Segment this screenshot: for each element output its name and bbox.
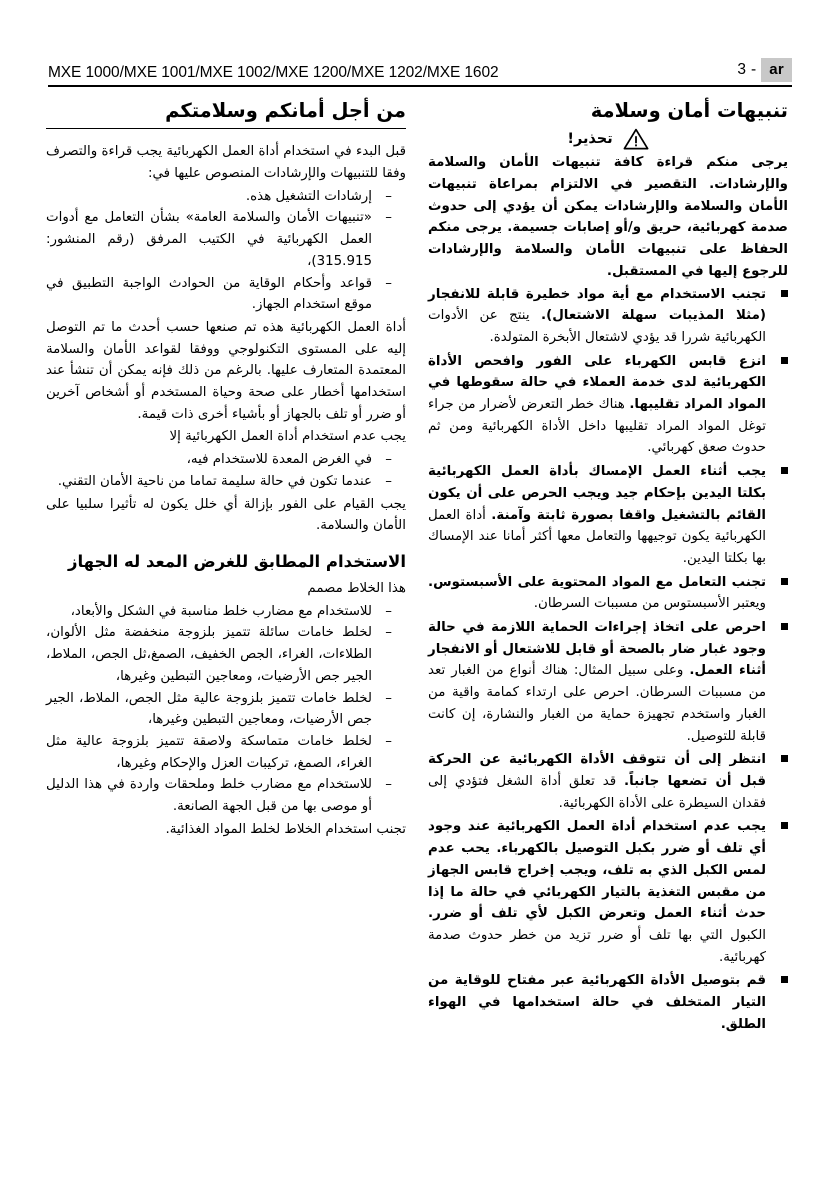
warning-label: تحذير!	[567, 131, 613, 148]
left-column	[428, 98, 788, 1037]
bullet-bold-lead: تجنب الاستخدام مع أية مواد خطيرة قابلة للانفجار (مثلا المذيبات سهلة الاشتعال).	[428, 286, 766, 324]
list-item	[46, 449, 392, 471]
list-item	[46, 601, 392, 623]
bullet-rest-text: هناك خطر التعرض لأضرار من جراء توغل المواد المراد تقليبها داخل الأداة الكهربائية ومن ثم حدوث صعق كهربائي.	[428, 397, 766, 456]
list-item	[428, 617, 788, 747]
square-bullet-icon	[781, 467, 788, 474]
right-use-only-lead: يجب عدم استخدام أداة العمل الكهربائية إلا	[169, 429, 406, 445]
right-intro-list	[46, 186, 406, 316]
list-item-text: «تنبيهات الأمان والسلامة العامة» بشأن التعامل مع أدوات العمل الكهربائية في الكتيب المرفق (رقم المنشور: 315.915)،	[46, 210, 372, 269]
list-item	[428, 572, 788, 615]
square-bullet-icon	[781, 623, 788, 630]
bullet-rest-text: أداة العمل الكهربائية يكون توجيهها والتعامل معها أكثر أمانا عند الإمساك بها بكلتا اليدين.	[428, 507, 766, 566]
body-columns	[46, 98, 794, 1037]
bullet-rest-text: وعلى سبيل المثال: هناك أنواع من الغبار تعد من مسببات السرطان. احرص على ارتداء كمامة واقية من الغبار واستخدم تجهيزة حماية من الغبار والنشارة، إن كانت قابلة للتوصيل.	[428, 663, 766, 744]
intended-use-list	[46, 601, 406, 818]
bullet-bold-lead: احرص على اتخاذ إجراءات الحماية اللازمة في حالة وجود غبار ضار بالصحة أو قابل للاشتعال أو الانفجار أثناء العمل.	[428, 620, 767, 679]
list-item	[46, 471, 392, 493]
square-bullet-icon	[781, 755, 788, 762]
right-state-of-art-paragraph: أداة العمل الكهربائية هذه تم صنعها حسب أحدث ما تم التوصل إليه على المستوى التكنولوجي ووفقا لقواعد الأمان والسلامة المعتمدة المتعارف عليها. بالرغم من ذلك فإنه يمكن أن تنشأ عند استخدامها أخطار على صحة وحياة المستخدم أو أشخاص آخرين أو ضرر أو تلف بالجهاز أو بأشياء أخرى ذات قيمة.	[46, 319, 406, 422]
bullet-bold-lead: تجنب التعامل مع المواد المحتوية على الأسبستوس.	[428, 574, 766, 590]
list-item	[428, 749, 788, 814]
dash-icon: –	[385, 473, 392, 489]
list-item-text: قواعد وأحكام الوقاية من الحوادث الواجبة التطبيق في موقع استخدام الجهاز.	[46, 275, 372, 313]
list-item-text: لخلط خامات سائلة تتميز بلزوجة منخفضة مثل الألوان، الطلاءات، الغراء، الجص الخفيف، الصمغ،ثل الجص، الملاط، الجير جص الأرضيات، ومعاجين التبطين وغيرها،	[46, 625, 372, 684]
intended-use-lead: هذا الخلاط مصمم	[307, 581, 406, 597]
list-item	[428, 284, 788, 349]
header-right-group	[737, 58, 792, 82]
list-item	[46, 273, 392, 316]
list-item	[46, 731, 392, 774]
list-item	[46, 622, 392, 687]
dash-icon: –	[385, 452, 392, 468]
language-badge: ar	[761, 58, 792, 82]
list-item-text: عندما تكون في حالة سليمة تماما من ناحية الأمان التقني.	[57, 473, 372, 489]
list-item-text: في الغرض المعدة للاستخدام فيه،	[186, 452, 372, 468]
bullet-bold-lead: قم بتوصيل الأداة الكهربائية عبر مفتاح للوقاية من التيار المتخلف في حالة استخدامها في الهواء الطلق.	[428, 973, 766, 1032]
square-bullet-icon	[781, 822, 788, 829]
dash-icon: –	[385, 603, 392, 619]
page-header	[48, 48, 792, 87]
list-item	[428, 970, 788, 1035]
list-item-text: للاستخدام مع مضارب خلط وملحقات واردة في هذا الدليل أو موصى بها من قبل الجهة الصانعة.	[46, 777, 372, 815]
safety-bullet-list	[428, 284, 788, 1036]
square-bullet-icon	[781, 357, 788, 364]
bullet-rest-text: قد تعلق أداة الشغل فتؤدي إلى فقدان السيطرة على الأداة الكهربائية.	[428, 774, 766, 811]
left-column-title: تنبيهات أمان وسلامة	[590, 99, 788, 122]
right-column-title: من أجل أمانكم وسلامتكم	[165, 99, 406, 122]
bullet-bold-lead: انزع قابس الكهرباء على الفور وافحص الأداة الكهربائية لدى خدمة العملاء في حالة سقوطها في المواد المراد تقليبها.	[428, 353, 766, 413]
list-item-text: للاستخدام مع مضارب خلط مناسبة في الشكل والأبعاد،	[70, 603, 372, 619]
dash-icon: –	[385, 690, 392, 706]
right-title-divider	[46, 128, 406, 129]
dash-icon: –	[385, 625, 392, 641]
list-item-text: لخلط خامات متماسكة ولاصقة تتميز بلزوجة عالية مثل الغراء، الصمغ، تركيبات العزل والإحكام وغيرها،	[46, 733, 372, 771]
bullet-bold-lead: يجب أثناء العمل الإمساك بأداة العمل الكهربائية بكلتا اليدين بإحكام جيد ويجب الحرص على أن يكون القائم بالتشغيل واقفا بصورة ثابتة وآمنة.	[428, 464, 767, 523]
square-bullet-icon	[781, 290, 788, 297]
header-model-list: MXE 1000/MXE 1001/MXE 1002/MXE 1200/MXE 1202/MXE 1602	[48, 64, 499, 81]
list-item	[46, 207, 392, 272]
right-column	[46, 98, 406, 1037]
list-item	[428, 461, 788, 570]
warning-paragraph: يرجى منكم قراءة كافة تنبيهات الأمان والسلامة والإرشادات. التقصير في الالتزام بمراعاة تنبيهات الأمان والسلامة والإرشادات يمكن أن يؤدي إلى حدوث صدمة كهربائية، حريق و/أو إصابات جسيمة. يرجى منكم الحفاظ على تنبيهات الأمان والسلامة والإرشادات للرجوع إليها في المستقبل.	[428, 155, 788, 279]
list-item	[46, 688, 392, 731]
dash-icon: –	[385, 733, 392, 749]
square-bullet-icon	[781, 578, 788, 585]
bullet-rest-text: الكبول التي بها تلف أو ضرر تزيد من خطر حدوث صدمة كهربائية.	[428, 927, 766, 965]
right-use-only-list	[46, 449, 406, 492]
list-item	[428, 351, 788, 460]
dash-icon: –	[385, 777, 392, 793]
bullet-bold-lead: انتظر إلى أن تتوقف الأداة الكهربائية عن الحركة قبل أن تضعها جانباً.	[428, 752, 766, 789]
intended-use-heading: الاستخدام المطابق للغرض المعد له الجهاز	[67, 551, 406, 571]
right-fix-faults-paragraph: يجب القيام على الفور بإزالة أي خلل يكون له تأثيرا سلبيا على الأمان والسلامة.	[46, 496, 406, 534]
bullet-rest-text: ينتج عن الأدوات الكهربائية شررا قد يؤدي لاشتعال الأبخرة المتولدة.	[428, 308, 766, 345]
list-item-text: لخلط خامات تتميز بلزوجة عالية مثل الجص، الملاط، الجير جص الأرضيات، ومعاجين التبطين وغيرها،	[46, 690, 372, 728]
warning-header-row	[428, 128, 788, 150]
dash-icon: –	[385, 188, 392, 204]
page-number: 3	[737, 61, 747, 78]
bullet-bold-lead: يجب عدم استخدام أداة العمل الكهربائية عند وجود أي تلف أو ضرر بكبل التوصيل بالكهرباء. يحب عدم لمس الكبل الذي به تلف، ويجب إخراج قابس الجهاز من مقبس التغذية بالتيار الكهربائي في حالة ما إذا حدث أثناء العمل وتعرض الكبل لأي تلف أو ضرر.	[428, 819, 766, 922]
header-dash-separator: -	[751, 61, 757, 78]
dash-icon: –	[385, 275, 392, 291]
list-item	[428, 816, 788, 968]
dash-icon: –	[385, 210, 392, 226]
food-mixing-warning: تجنب استخدام الخلاط لخلط المواد الغذائية.	[165, 821, 406, 837]
warning-block	[428, 128, 788, 282]
list-item-text: إرشادات التشغيل هذه.	[245, 188, 372, 204]
square-bullet-icon	[781, 976, 788, 983]
right-intro-paragraph: قبل البدء في استخدام أداة العمل الكهربائية يجب قراءة والتصرف وفقا للتنبيهات والإرشادات المنصوص عليها في:	[46, 144, 406, 182]
bullet-rest-text: ويعتبر الأسبستوس من مسببات السرطان.	[533, 596, 766, 612]
list-item	[46, 186, 392, 208]
warning-triangle-icon	[623, 128, 649, 150]
list-item	[46, 774, 392, 817]
